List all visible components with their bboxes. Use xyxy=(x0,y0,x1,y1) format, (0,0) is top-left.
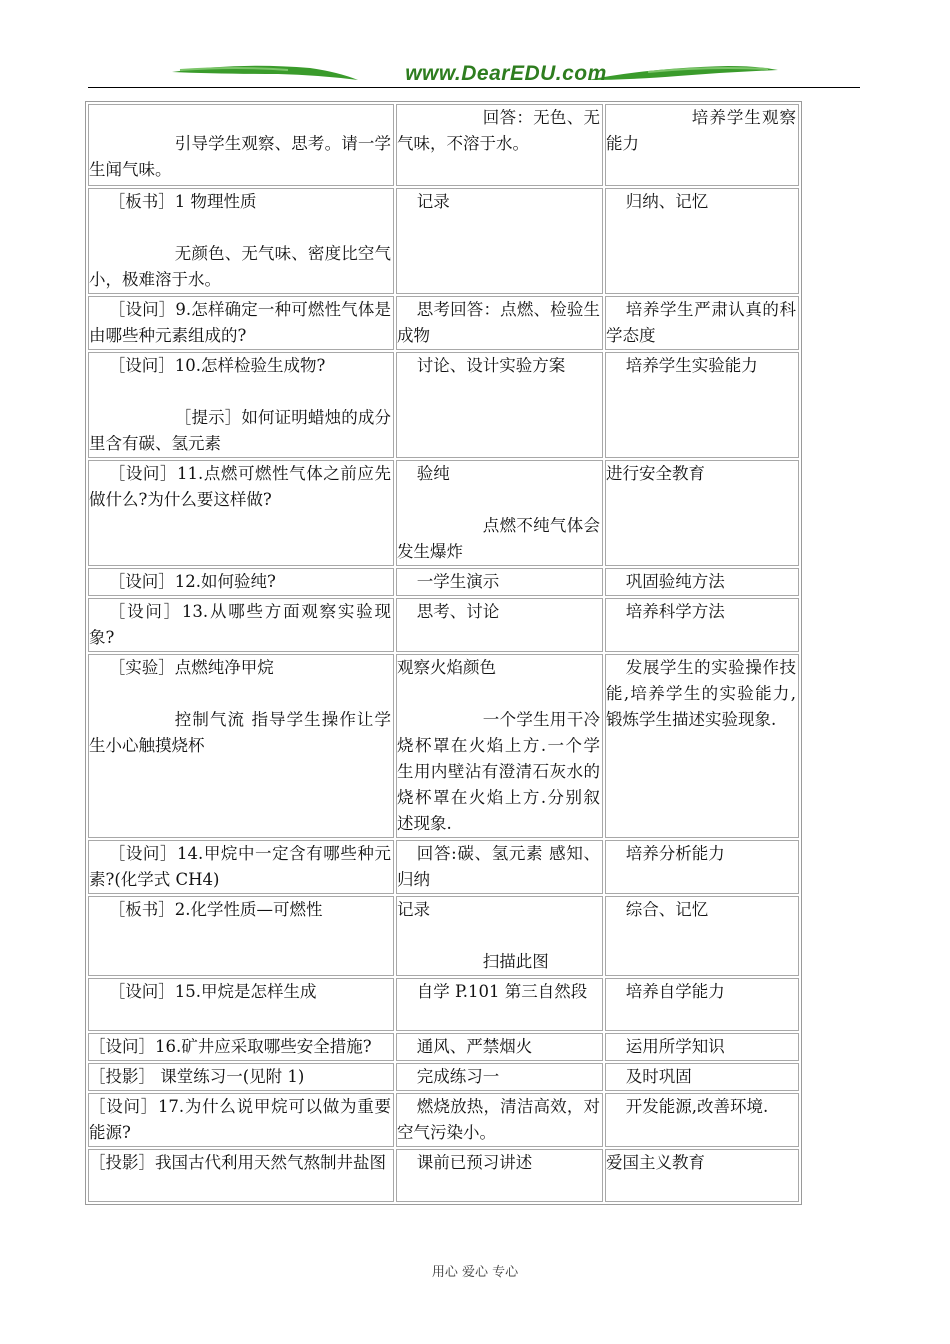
student-activity-cell xyxy=(396,460,603,566)
student-activity-text: 燃烧放热，清洁高效，对空气污染小。 xyxy=(397,1097,600,1142)
teacher-activity-cell xyxy=(88,1149,394,1202)
teacher-activity-cell xyxy=(88,654,394,838)
purpose-text: 综合、记忆 xyxy=(625,900,709,919)
purpose-cell xyxy=(605,460,799,566)
student-activity-cell xyxy=(396,104,603,186)
purpose-cell xyxy=(605,978,799,1031)
student-activity-cell xyxy=(396,568,603,596)
table-row xyxy=(88,1033,799,1061)
student-activity-text: 思考、讨论 xyxy=(416,602,500,621)
student-activity-cell xyxy=(396,296,603,350)
teacher-activity-text: ［提示］如何证明蜡烛的成分里含有碳、氢元素 xyxy=(89,408,391,453)
teacher-activity-text: ［板书］1 物理性质 xyxy=(108,192,257,211)
teacher-activity-cell xyxy=(88,188,394,294)
student-activity-text: 通风、严禁烟火 xyxy=(416,1037,533,1056)
table-row xyxy=(88,896,799,976)
purpose-cell xyxy=(605,1149,799,1202)
teacher-activity-cell xyxy=(88,598,394,652)
table-row xyxy=(88,654,799,838)
table-row xyxy=(88,598,799,652)
purpose-cell xyxy=(605,352,799,458)
student-activity-cell xyxy=(396,1033,603,1061)
teacher-activity-cell xyxy=(88,896,394,976)
student-activity-text: 观察火焰颜色 xyxy=(397,658,496,677)
purpose-cell xyxy=(605,1033,799,1061)
purpose-cell xyxy=(605,1093,799,1147)
student-activity-cell xyxy=(396,352,603,458)
table-row xyxy=(88,188,799,294)
teacher-activity-cell xyxy=(88,1093,394,1147)
teacher-activity-cell xyxy=(88,296,394,350)
purpose-text: 发展学生的实验操作技能,培养学生的实验能力,锻炼学生描述实验现象. xyxy=(606,658,796,729)
purpose-text: 归纳、记忆 xyxy=(625,192,709,211)
student-activity-cell xyxy=(396,1093,603,1147)
table-row xyxy=(88,840,799,894)
purpose-text: 培养科学方法 xyxy=(625,602,725,621)
table-row xyxy=(88,1149,799,1202)
student-activity-cell xyxy=(396,896,603,976)
student-activity-text: 课前已预习讲述 xyxy=(416,1153,533,1172)
table-row xyxy=(88,1093,799,1147)
teacher-activity-text: ［设问］15.甲烷是怎样生成 xyxy=(108,982,317,1001)
teacher-activity-cell xyxy=(88,840,394,894)
teacher-activity-text: ［投影］我国古代利用天然气熬制井盐图 xyxy=(89,1153,386,1172)
student-activity-text: 一学生演示 xyxy=(416,572,500,591)
page-footer: 用心 爱心 专心 xyxy=(431,1265,519,1280)
student-activity-cell xyxy=(396,840,603,894)
purpose-cell xyxy=(605,1063,799,1091)
page-header xyxy=(88,58,860,90)
student-activity-cell xyxy=(396,598,603,652)
student-activity-cell xyxy=(396,978,603,1031)
teacher-activity-text: ［实验］点燃纯净甲烷 xyxy=(108,658,274,677)
purpose-cell xyxy=(605,840,799,894)
teacher-activity-text: 控制气流 指导学生操作让学生小心触摸烧杯 xyxy=(89,710,391,755)
teacher-activity-text: ［板书］2.化学性质—可燃性 xyxy=(108,900,323,919)
purpose-cell xyxy=(605,654,799,838)
student-activity-text: 完成练习一 xyxy=(416,1067,500,1086)
purpose-text: 培养学生观察能力 xyxy=(606,108,796,153)
teacher-activity-text: ［投影］ 课堂练习一(见附 1) xyxy=(89,1067,305,1086)
student-activity-text: 讨论、设计实验方案 xyxy=(416,356,566,375)
table-row xyxy=(88,460,799,566)
teacher-activity-cell xyxy=(88,352,394,458)
table-row xyxy=(88,1063,799,1091)
teacher-activity-cell xyxy=(88,1033,394,1061)
teacher-activity-text: ［设问］10.怎样检验生成物? xyxy=(108,356,326,375)
teacher-activity-text: ［设问］17.为什么说甲烷可以做为重要能源? xyxy=(89,1097,391,1142)
student-activity-cell xyxy=(396,1063,603,1091)
teacher-activity-text: 引导学生观察、思考。请一学生闻气味。 xyxy=(89,134,391,179)
teacher-activity-cell xyxy=(88,104,394,186)
student-activity-text: 记录 xyxy=(416,192,450,211)
purpose-cell xyxy=(605,188,799,294)
student-activity-cell xyxy=(396,188,603,294)
student-activity-text: 回答:碳、氢元素 感知、归纳 xyxy=(397,844,600,889)
teacher-activity-cell xyxy=(88,460,394,566)
table-row xyxy=(88,296,799,350)
teacher-activity-text: ［设问］13.从哪些方面观察实验现象? xyxy=(89,602,391,647)
purpose-text: 开发能源,改善环境. xyxy=(625,1097,769,1116)
purpose-cell xyxy=(605,598,799,652)
student-activity-text: 自学 P.101 第三自然段 xyxy=(416,982,588,1001)
purpose-text: 培养学生严肃认真的科学态度 xyxy=(606,300,796,345)
teacher-activity-text: ［设问］9.怎样确定一种可燃性气体是由哪些种元素组成的? xyxy=(89,300,391,345)
student-activity-text: 点燃不纯气体会发生爆炸 xyxy=(397,516,600,561)
purpose-text: 培养学生实验能力 xyxy=(625,356,758,375)
student-activity-text: 思考回答：点燃、检验生成物 xyxy=(397,300,600,345)
student-activity-cell xyxy=(396,654,603,838)
student-activity-text: 回答：无色、无气味，不溶于水。 xyxy=(397,108,600,153)
purpose-cell xyxy=(605,896,799,976)
purpose-text: 培养分析能力 xyxy=(625,844,725,863)
teacher-activity-cell xyxy=(88,978,394,1031)
purpose-cell xyxy=(605,104,799,186)
table-row xyxy=(88,104,799,186)
teacher-activity-cell xyxy=(88,568,394,596)
lesson-plan-table xyxy=(85,101,802,1205)
teacher-activity-text: ［设问］16.矿井应采取哪些安全措施? xyxy=(89,1037,372,1056)
site-url: www.DearEDU.com xyxy=(405,62,607,85)
purpose-text: 及时巩固 xyxy=(625,1067,692,1086)
student-activity-text: 验纯 xyxy=(416,464,450,483)
header-divider xyxy=(88,87,860,88)
purpose-text: 培养自学能力 xyxy=(625,982,725,1001)
table-row xyxy=(88,978,799,1031)
teacher-activity-cell xyxy=(88,1063,394,1091)
purpose-cell xyxy=(605,296,799,350)
teacher-activity-text: ［设问］11.点燃可燃性气体之前应先做什么?为什么要这样做? xyxy=(89,464,391,509)
student-activity-text: 一个学生用干冷烧杯罩在火焰上方.一个学生用内壁沾有澄清石灰水的烧杯罩在火焰上方.分别叙述现象. xyxy=(397,710,600,833)
purpose-cell xyxy=(605,568,799,596)
student-activity-text: 记录 xyxy=(397,900,430,919)
table-row xyxy=(88,352,799,458)
teacher-activity-text: ［设问］14.甲烷中一定含有哪些种元素?(化学式 CH4) xyxy=(89,844,391,889)
student-activity-text: 扫描此图 xyxy=(482,952,549,971)
student-activity-cell xyxy=(396,1149,603,1202)
teacher-activity-text: ［设问］12.如何验纯? xyxy=(108,572,276,591)
purpose-text: 运用所学知识 xyxy=(625,1037,725,1056)
teacher-activity-text: 无颜色、无气味、密度比空气小，极难溶于水。 xyxy=(89,244,391,289)
purpose-text: 爱国主义教育 xyxy=(606,1153,705,1172)
purpose-text: 进行安全教育 xyxy=(606,464,705,483)
table-row xyxy=(88,568,799,596)
purpose-text: 巩固验纯方法 xyxy=(625,572,725,591)
